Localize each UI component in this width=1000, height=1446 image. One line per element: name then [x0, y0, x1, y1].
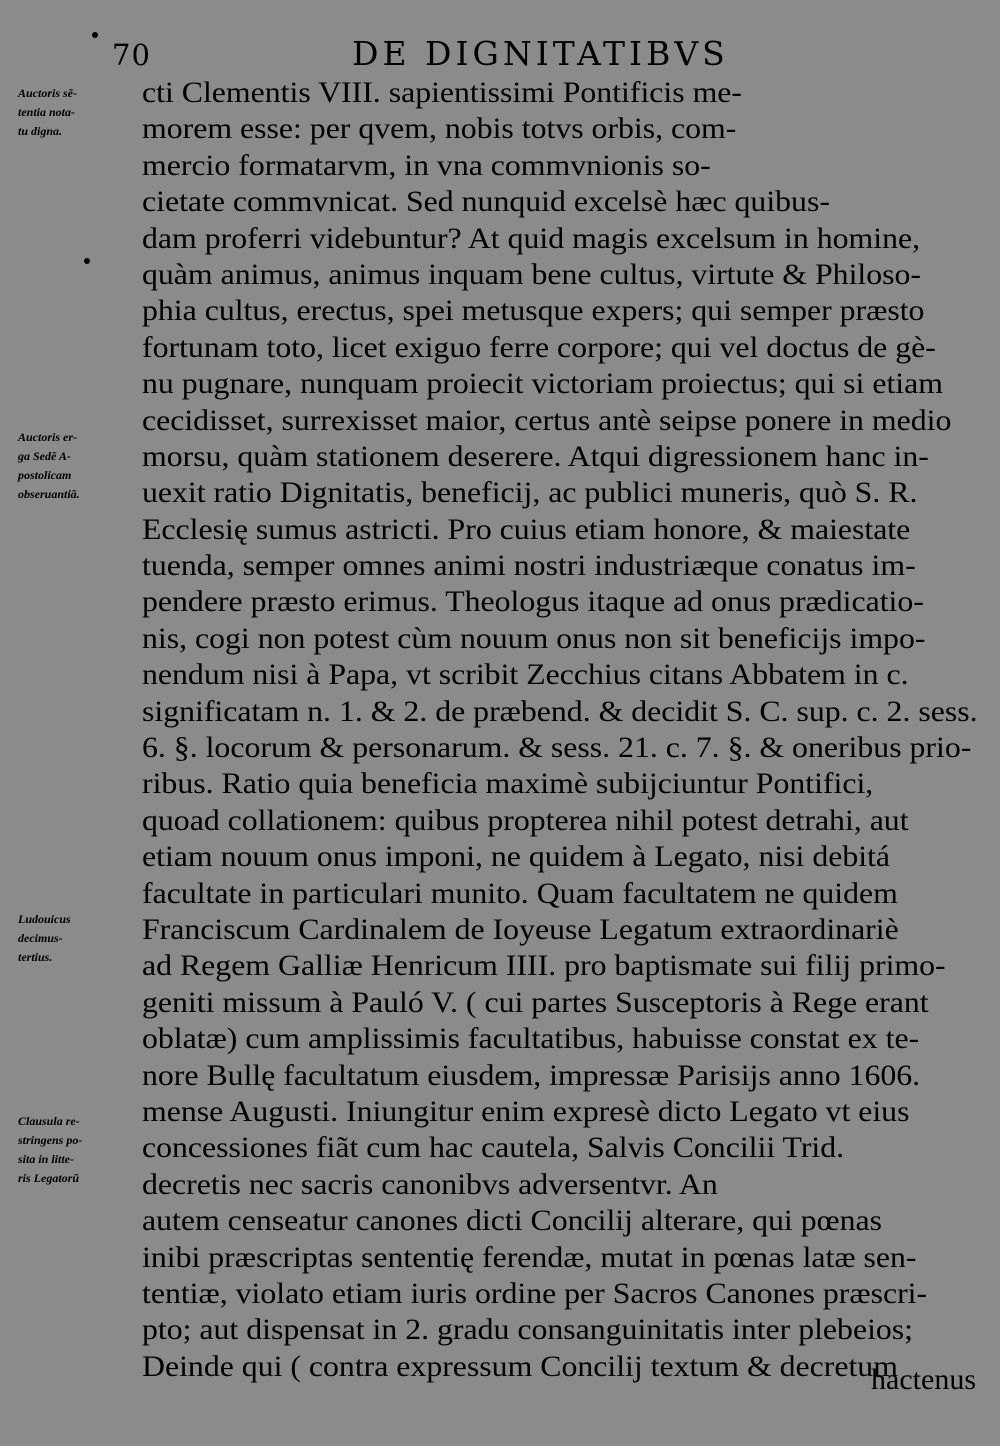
margin-note-ludouicus: Ludouicus decimus- tertius. [18, 912, 71, 964]
ink-speck [84, 258, 90, 264]
margin-note-author-sentence: Auctoris sẽ- tentia nota- tu digna. [18, 86, 78, 138]
margin-note-author-observance: Auctoris er- ga Sedẽ A- postolicam obseruantiã. [18, 430, 80, 501]
text-line: dam proferri videbuntur? At quid magis excelsum in homine, [142, 221, 921, 255]
text-line: tentiæ, violato etiam iuris ordine per Sacros Canones præscri- [142, 1276, 928, 1310]
text-line: Deinde qui ( contra expressum Concilij textum & decretum [142, 1349, 898, 1383]
text-line: uexit ratio Dignitatis, beneficij, ac publici muneris, quò S. R. [142, 476, 918, 510]
text-line: tuenda, semper omnes animi nostri industriæque conatus im- [142, 549, 916, 583]
text-line: significatam n. 1. & 2. de præbend. & decidit S. C. sup. c. 2. sess. [142, 694, 978, 728]
text-line: 6. §. locorum & personarum. & sess. 21. c. 7. §. & oneribus prio- [142, 731, 972, 765]
text-line: nis, cogi non potest cùm nouum onus non sit beneficijs impo- [142, 621, 926, 655]
catchword: hactenus [871, 1363, 976, 1396]
text-line: phia cultus, erectus, spei metusque expers; qui semper præsto [142, 294, 925, 328]
margin-note-clausula: Clausula re- stringens po- sita in litte- ris Legatorũ [18, 1114, 83, 1185]
text-line: ribus. Ratio quia beneficia maximè subijciuntur Pontifici, [142, 767, 874, 801]
text-line: pto; aut dispensat in 2. gradu consanguinitatis inter plebeios; [142, 1313, 914, 1347]
text-line: morem esse: per qvem, nobis totvs orbis, com- [142, 112, 737, 146]
page-header [112, 34, 972, 74]
body-text [142, 75, 982, 1385]
text-line: facultate in particulari munito. Quam facultatem ne quidem [142, 876, 898, 910]
text-line: cti Clementis VIII. sapientissimi Pontificis me- [142, 76, 743, 109]
text-line: Ecclesię sumus astricti. Pro cuius etiam honore, & maiestate [142, 512, 911, 546]
text-line: fortunam toto, licet exiguo ferre corpore; qui vel doctus de gè- [142, 330, 936, 364]
text-line: morsu, quàm stationem deserere. Atqui digressionem hanc in- [142, 439, 929, 473]
text-line: quàm animus, animus inquam bene cultus, virtute & Philoso- [142, 257, 922, 291]
ink-speck [92, 32, 98, 38]
text-line: Franciscum Cardinalem de Ioyeuse Legatum extraordinariè [142, 912, 899, 946]
text-line: inibi præscriptas sententię ferendæ, mutat in pœnas latæ sen- [142, 1240, 917, 1274]
text-line: autem censeatur canones dicti Concilij alterare, qui pœnas [142, 1204, 882, 1238]
text-line: cecidisset, surrexisset maior, certus antè seipse ponere in medio [142, 403, 952, 437]
text-line: etiam nouum onus imponi, ne quidem à Legato, nisi debitá [142, 840, 891, 874]
text-line: decretis nec sacris canonibvs adversentvr. An [142, 1167, 718, 1201]
text-line: concessiones fiãt cum hac cautela, Salvis Concilii Trid. [142, 1131, 845, 1165]
text-line: pendere præsto erimus. Theologus itaque ad onus prædicatio- [142, 585, 924, 619]
text-line: nu pugnare, nunquam proiecit victoriam proiectus; qui si etiam [142, 367, 943, 401]
text-line: cietate commvnicat. Sed nunquid excelsè hæc quibus- [142, 185, 830, 219]
text-line: nore Bullę facultatum eiusdem, impressæ Parisijs anno 1606. [142, 1058, 921, 1092]
page-number: 70 [112, 38, 151, 72]
text-line: mercio formatarvm, in vna commvnionis so- [142, 148, 711, 182]
text-line: nendum nisi à Papa, vt scribit Zecchius citans Abbatem in c. [142, 658, 909, 692]
text-line: mense Augusti. Iniungitur enim expresè dicto Legato vt eius [142, 1094, 910, 1128]
text-line: geniti missum à Pauló V. ( cui partes Susceptoris à Rege erant [142, 985, 929, 1019]
text-line: oblatæ) cum amplissimis facultatibus, habuisse constat ex te- [142, 1022, 920, 1056]
text-line: ad Regem Galliæ Henricum IIII. pro baptismate sui filij primo- [142, 949, 946, 983]
text-line: quoad collationem: quibus propterea nihil potest detrahi, aut [142, 803, 909, 837]
running-title: DE DIGNITATIBVS [352, 34, 729, 73]
